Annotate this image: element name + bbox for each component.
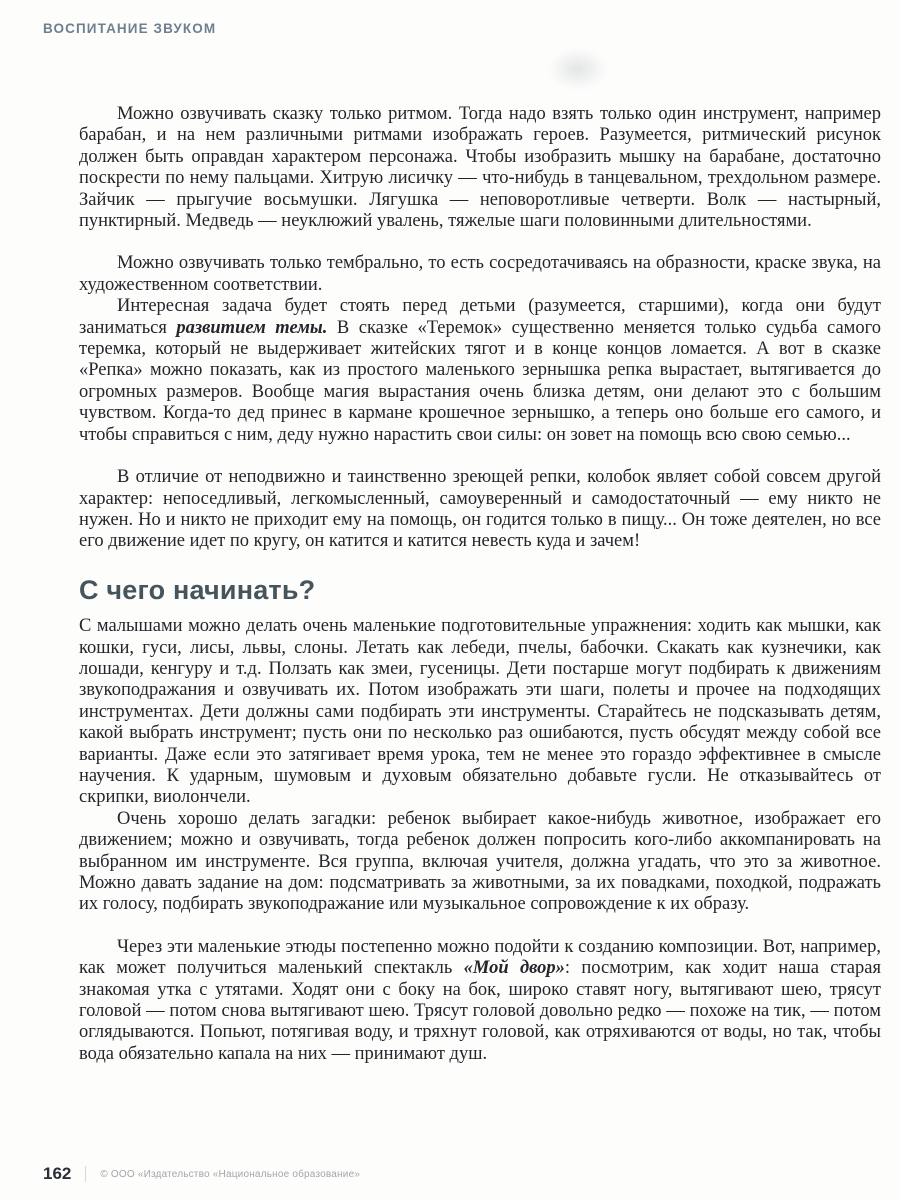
emphasis-phrase: «Мой двор» <box>463 958 565 979</box>
paragraph <box>79 296 881 446</box>
paragraph: С малышами можно делать очень маленькие подготовительные упражнения: ходить как мышки, как кошки, гуси, лисы, львы, слоны. Летать как лебеди, пчелы, бабочки. Скакать как кузнечики, как лошади, кенгуру и т.д. Ползать как змеи, гусеницы. Дети постарше могут подбирать к движениям звукоподражания и озвучивать их. Потом изображать эти шаги, полеты и прочее на подходящих инструментах. Дети должны сами подбирать эти инструменты. Старайтесь не подсказывать детям, какой выбрать инструмент; пусть они по несколько раз ошибаются, пусть обсудят между собой все варианты. Даже если это затягивает время урока, тем не менее это гораздо эффективнее в смысле научения. К ударным, шумовым и духовым обязательно добавьте гусли. Не отказывайтесь от скрипки, виолончели. <box>79 616 881 808</box>
body-text <box>79 104 881 1065</box>
paragraph-text: : посмотрим, как ходит наша старая знакомая утка с утятами. Ходят они с боку на бок, широко ставят ногу, вытягивают шею, трясут головой — потом снова вытягивают шею. Трясут головой довольно редко — похоже на тик, — потом оглядываются. Попьют, потягивая воду, и тряхнут головой, как отряхиваются от воды, но так, чтобы вода обязательно капала на них — принимают душ. <box>79 958 881 1064</box>
paragraph-text: Через эти маленькие этюды постепенно можно подойти к созданию композиции. Вот, например, как может получиться маленький спектакль <box>79 936 881 979</box>
page-number: 162 <box>43 1164 72 1183</box>
scan-artifact-smudge <box>548 48 608 90</box>
copyright-text: © ООО «Издательство «Национальное образование» <box>100 1168 361 1180</box>
emphasis-phrase: развитием темы. <box>176 317 328 338</box>
page-footer <box>43 1164 360 1184</box>
paragraph: Очень хорошо делать загадки: ребенок выбирает какое-нибудь животное, изображает его движением; можно и озвучивать, тогда ребенок должен попросить кого-либо аккомпанировать на выбранном им инструменте. Вся группа, включая учителя, должна угадать, что это за животное. Можно давать задание на дом: подсматривать за животными, за их повадками, походкой, подражать их голосу, подбирать звукоподражание или музыкальное сопровождение к их образу. <box>79 808 881 915</box>
paragraph <box>79 937 881 1065</box>
paragraph-text: Интересная задача будет стоять перед детьми (разумеется, старшими), когда они будут заниматься <box>79 296 881 338</box>
paragraph: Можно озвучивать сказку только ритмом. Тогда надо взять только один инструмент, например барабан, и на нем различными ритмами изображать героев. Разумеется, ритмический рисунок должен быть оправдан характером персонажа. Чтобы изобразить мышку на барабане, достаточно поскрести по нему пальцами. Хитрую лисичку — что-нибудь в танцевальном, трехдольном размере. Зайчик — прыгучие восьмушки. Лягушка — неповоротливые четверти. Волк — настырный, пунктирный. Медведь — неуклюжий увалень, тяжелые шаги половинными длительностями. <box>79 104 881 232</box>
running-head: ВОСПИТАНИЕ ЗВУКОМ <box>43 21 217 36</box>
paragraph: В отличие от неподвижно и таинственно зреющей репки, колобок являет собой совсем другой характер: непоседливый, легкомысленный, самоуверенный и самодостаточный — ему никто не нужен. Но и никто не приходит ему на помощь, он годится только в пищу... Он тоже деятелен, но все его движение идет по кругу, он катится и катится невесть куда и зачем! <box>79 467 881 552</box>
footer-divider <box>85 1166 86 1182</box>
paragraph: Можно озвучивать только тембрально, то есть сосредотачиваясь на образности, краске звука, на художественном соответствии. <box>79 253 881 295</box>
section-heading: С чего начинать? <box>79 574 316 605</box>
paragraph-text: В сказке «Теремок» существенно меняется только судьба самого теремка, который не выдерживает житейских тягот и в конце концов ломается. А вот в сказке «Репка» можно показать, как из простого маленького зернышка репка вырастает, вытягивается до огромных размеров. Вообще магия вырастания очень близка детям, они делают это с большим чувством. Когда-то дед принес в кармане крошечное зернышко, а теперь оно больше его самого, и чтобы справиться с ним, деду нужно нарастить свои силы: он зовет на помощь всю свою семью... <box>79 317 881 445</box>
